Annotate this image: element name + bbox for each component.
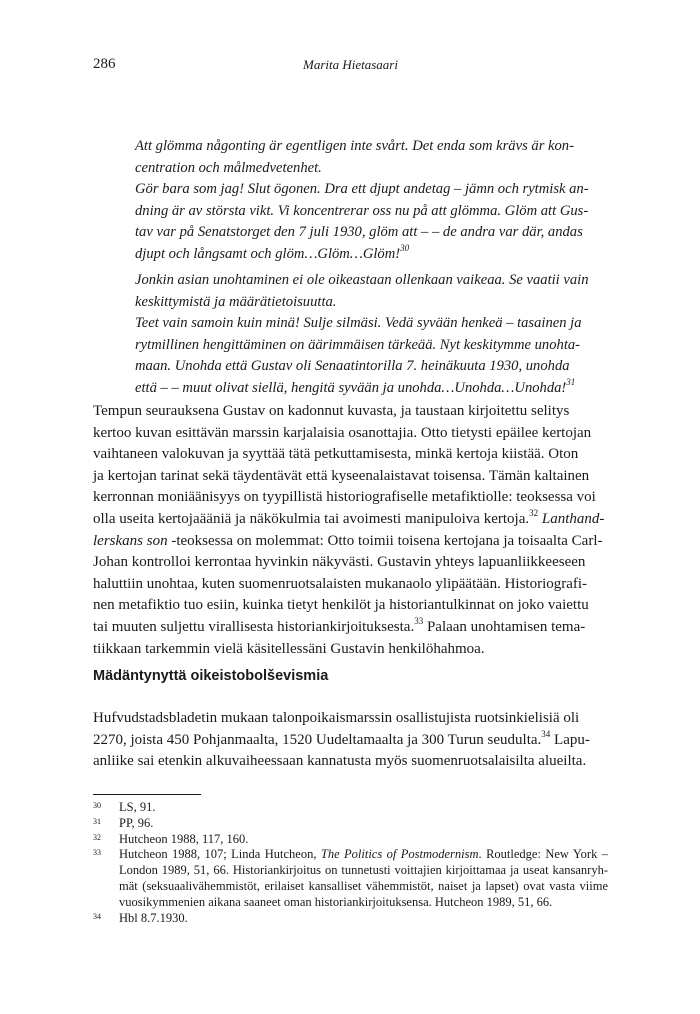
text-line: kerronnan moniäänisyys on tyypillistä historiografiselle metafiktiolle: teoksessa voi [93, 489, 596, 506]
quote-line: tav var på Senatstorget den 7 juli 1930, glöm att – – de andra var där, andas [135, 224, 583, 240]
block-quote-swedish [135, 136, 607, 265]
body-paragraph-2 [93, 708, 608, 773]
quote-text: että – – muut olivat siellä, hengitä syvään ja unohda…Unohda…Unohda! [135, 379, 567, 396]
footnote-text: PP, 96. [119, 815, 154, 830]
footnote-number: 30 [93, 801, 101, 810]
footnote-item [93, 816, 608, 832]
quote-line: Teet vain samoin kuin minä! Sulje silmäsi. Vedä syvään henkeä – tasainen ja [135, 315, 582, 331]
footnote-ref[interactable]: 33 [414, 615, 424, 626]
text-line: haluttiin unohtaa, kuten suomenruotsalaisten mukanaolo ylipäätään. Historiografi- [93, 575, 588, 592]
footnote-number: 31 [93, 816, 101, 826]
text-line [93, 617, 608, 639]
footnote-number: 32 [93, 832, 101, 842]
text-line: Hufvudstadsbladetin mukaan talonpoikaismarssin osallistujista ruotsinkielisiä oli [93, 710, 580, 726]
text-span: olla useita kertojaääniä ja näkökulmia tai avoimesti manipuloiva kertoja. [93, 510, 530, 527]
text-line [93, 730, 608, 752]
text-line: Johan kontrolloi kerrontaa hyvinkin näkyvästi. Gustavin yhteys lapuanliikkeeseen [93, 554, 586, 571]
text-line: kertoo kuvan esittävän marssin karjalaisia osanottajia. Otto tietysti epäilee kertojan [93, 424, 592, 441]
text-span: 2270, joista 450 Pohjanmaalta, 1520 Uudeltamaalta ja 300 Turun seudulta. [93, 731, 542, 748]
text-line: ja kertojan tarinat sekä täydentävät että kyseenalaistavat toisensa. Tämän kaltainen [93, 467, 590, 484]
quote-line [135, 244, 607, 266]
footnote-ref[interactable]: 34 [541, 728, 551, 739]
footnote-item [93, 911, 608, 927]
text-span: -teoksessa on molemmat: Otto toimii toisena kertojana ja toisaalta Carl- [167, 532, 603, 549]
quote-line: rytmillinen hengittäminen on äärimmäisen tärkeää. Nyt keskitymme unohta- [135, 336, 581, 353]
footnote-ref[interactable]: 32 [529, 507, 539, 518]
text-span: tai muuten suljettu virallisesta historiankirjoituksesta. [93, 618, 415, 635]
text-line [93, 531, 608, 553]
footnote-text: LS, 91. [119, 800, 156, 814]
footnote-text: Hbl 8.7.1930. [119, 910, 188, 925]
footnote-number: 33 [93, 848, 101, 858]
text-line: vaihtaneen valokuvan ja syyttää tätä petkuttamisesta, minkä kertoja kiistää. Oton [93, 446, 579, 463]
quote-line: Jonkin asian unohtaminen ei ole oikeastaan ollenkaan vaikeaa. Se vaatii vain [135, 272, 589, 288]
body-paragraph-1 [93, 401, 608, 660]
book-title: Lanthand- [541, 510, 605, 527]
quote-line: Att glömma någonting är egentligen inte svårt. Det enda som krävs är kon- [135, 138, 574, 154]
quote-line [135, 378, 607, 400]
book-title: lerskans son [93, 532, 168, 549]
footnote-item [93, 847, 608, 910]
page-header [93, 56, 608, 76]
footnote-number: 34 [93, 911, 101, 921]
footnote-item [93, 832, 608, 848]
quote-line: keskittymistä ja määrätietoisuutta. [135, 293, 337, 310]
quote-line: centration och målmedvetenhet. [135, 159, 322, 176]
quote-line: dning är av största vikt. Vi koncentrerar oss nu på att glömma. Glöm att Gus- [135, 202, 589, 219]
quote-line: maan. Unohda että Gustav oli Senaatintorilla 7. heinäkuuta 1930, unohda [135, 358, 570, 374]
section-heading: Mädäntynyttä oikeistobolševismia [93, 668, 329, 684]
footnote-ref[interactable]: 30 [400, 242, 410, 253]
footnote-divider [93, 794, 201, 795]
text-line: nen metafiktio tuo esiin, kuinka tietyt henkilöt ja historiantulkinnat on joko vaiettu [93, 597, 589, 614]
text-line: tiikkaan tarkemmin vielä käsitellessäni Gustavin henkilöhahmoa. [93, 640, 485, 657]
footnote-text [119, 847, 608, 910]
text-span: Lapu- [550, 731, 590, 748]
text-line: Tempun seurauksena Gustav on kadonnut kuvasta, ja taustaan kirjoitettu selitys [93, 403, 570, 419]
text-line: anliike sai etenkin alkuvaiheessaan kannatusta myös suomenruotsalaisilta alueilta. [93, 753, 587, 770]
text-span: Palaan unohtamisen tema- [423, 618, 586, 635]
block-quote-finnish [135, 270, 607, 399]
book-title: The Politics of Postmodernism [320, 847, 479, 862]
footnote-text-part: Hutcheon 1988, 107; Linda Hutcheon, [119, 847, 321, 862]
footnotes [93, 800, 608, 926]
footnote-text: Hutcheon 1988, 117, 160. [119, 831, 249, 846]
quote-text: djupt och långsamt och glöm…Glöm…Glöm! [135, 245, 401, 262]
page-number: 286 [93, 56, 116, 72]
footnote-item [93, 800, 608, 816]
footnote-ref[interactable]: 31 [566, 376, 576, 387]
footnote-text-part: . Routledge: New York – London 1989, 51, 66. Historiankirjoitus on tunnetusti voittajien kirjoittamaa ja useat kansanryh-mät (seksuaalivähemmistöt, erilaiset kansalliset vähemmistöt, naiset ja lapset) ovat vasta viime vuosikymmenien aikana saaneet oman historiankirjoituksensa. Hutcheon 1989, 51, 66. [119, 847, 608, 909]
quote-line: Gör bara som jag! Slut ögonen. Dra ett djupt andetag – jämn och rytmisk an- [135, 181, 589, 197]
text-line [93, 509, 608, 531]
running-head-author: Marita Hietasaari [303, 57, 398, 72]
